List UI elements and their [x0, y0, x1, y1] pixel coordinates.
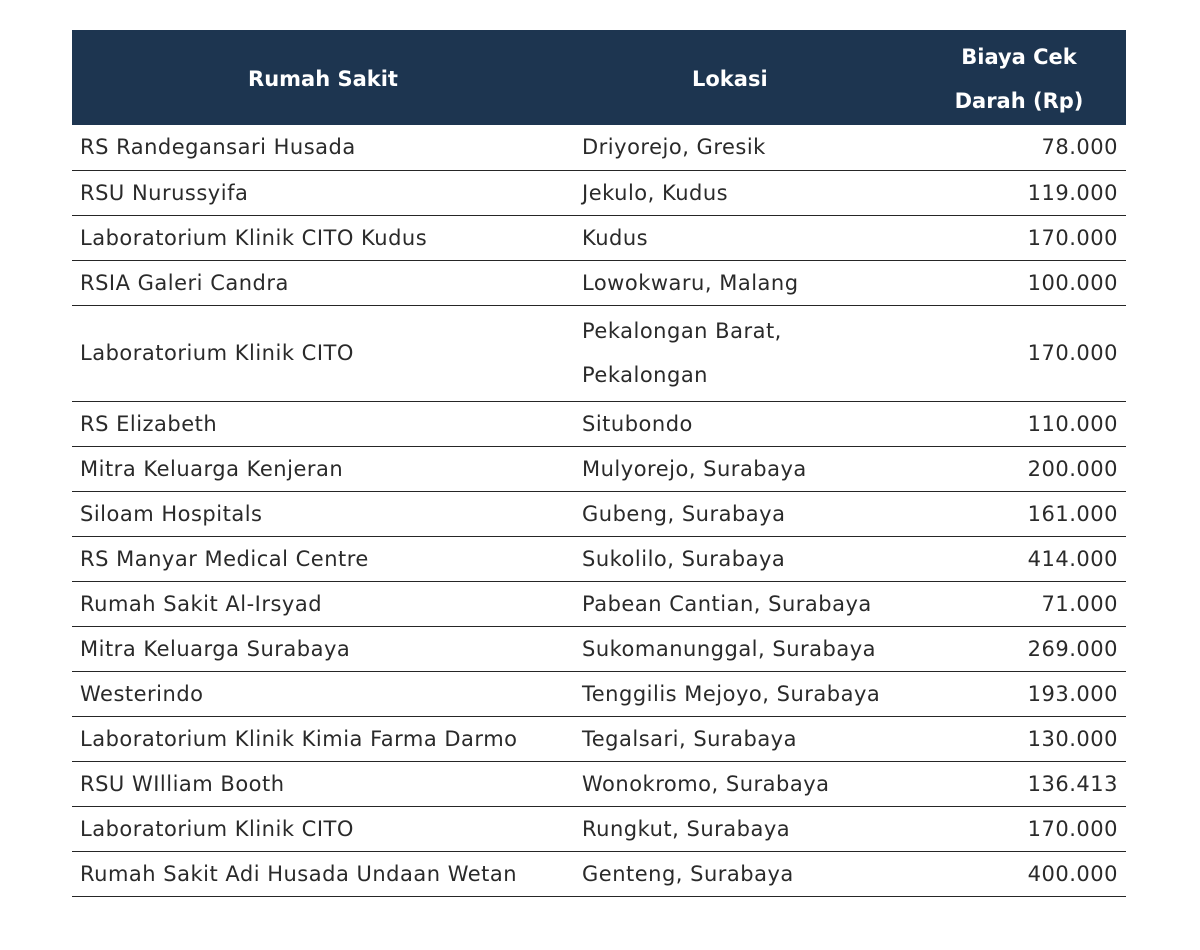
cell-cost: 110.000: [1027, 411, 1118, 436]
cell-cost: 78.000: [1041, 135, 1118, 160]
cell-location: Tenggilis Mejoyo, Surabaya: [582, 681, 881, 706]
table-body: [72, 125, 1126, 896]
table-row: [72, 305, 1126, 401]
table-row: [72, 536, 1126, 581]
cell-location: Gubeng, Surabaya: [582, 501, 786, 526]
cell-cost: 400.000: [1027, 861, 1118, 886]
table-row: [72, 170, 1126, 215]
cell-hospital: Mitra Keluarga Kenjeran: [80, 456, 344, 481]
cell-cost: 170.000: [1027, 341, 1118, 365]
cell-cost: 170.000: [1027, 225, 1118, 250]
table-row: [72, 260, 1126, 305]
table-row: [72, 716, 1126, 761]
cell-location: Genteng, Surabaya: [582, 861, 794, 886]
table-row: [72, 215, 1126, 260]
header-row: [72, 30, 1126, 125]
blood-test-cost-table-container: [72, 30, 1126, 897]
cell-cost: 71.000: [1041, 591, 1118, 616]
table-row: [72, 671, 1126, 716]
cell-hospital: Laboratorium Klinik CITO: [80, 816, 354, 841]
cell-cost: 100.000: [1027, 270, 1118, 295]
cell-hospital: Laboratorium Klinik CITO Kudus: [80, 225, 428, 250]
cell-cost: 130.000: [1027, 726, 1118, 751]
table-row: [72, 401, 1126, 446]
cell-location: Sukomanunggal, Surabaya: [582, 636, 877, 661]
header-location: Lokasi: [692, 67, 768, 91]
cell-location: Kudus: [582, 225, 649, 250]
blood-test-cost-table: [72, 30, 1126, 897]
cell-location: Situbondo: [582, 411, 693, 436]
cell-cost: 414.000: [1027, 546, 1118, 571]
cell-location: Lowokwaru, Malang: [582, 270, 799, 295]
cell-hospital: Laboratorium Klinik CITO: [80, 341, 354, 365]
table-row: [72, 581, 1126, 626]
table-header: [72, 30, 1126, 125]
cell-hospital: RS Manyar Medical Centre: [80, 546, 369, 571]
cell-hospital: Rumah Sakit Adi Husada Undaan Wetan: [80, 861, 518, 886]
cell-location: Pabean Cantian, Surabaya: [582, 591, 872, 616]
cell-location: Jekulo, Kudus: [582, 180, 729, 205]
cell-hospital: Mitra Keluarga Surabaya: [80, 636, 351, 661]
cell-hospital: Laboratorium Klinik Kimia Farma Darmo: [80, 726, 518, 751]
table-row: [72, 851, 1126, 896]
table-row: [72, 761, 1126, 806]
cell-location: Rungkut, Surabaya: [582, 816, 791, 841]
cell-location: Mulyorejo, Surabaya: [582, 456, 807, 481]
table-row: [72, 125, 1126, 170]
cell-cost: 269.000: [1027, 636, 1118, 661]
cell-cost: 136.413: [1027, 771, 1118, 796]
table-row: [72, 446, 1126, 491]
cell-location: Sukolilo, Surabaya: [582, 546, 786, 571]
table-row: [72, 806, 1126, 851]
table-row: [72, 491, 1126, 536]
table-row: [72, 626, 1126, 671]
cell-location: Pekalongan Barat, Pekalongan: [582, 319, 782, 387]
cell-cost: 200.000: [1027, 456, 1118, 481]
cell-cost: 119.000: [1027, 180, 1118, 205]
header-hospital: Rumah Sakit: [248, 67, 398, 91]
cell-location: Tegalsari, Surabaya: [582, 726, 797, 751]
cell-hospital: Siloam Hospitals: [80, 501, 263, 526]
cell-hospital: RS Randegansari Husada: [80, 135, 356, 160]
cell-hospital: RSIA Galeri Candra: [80, 270, 289, 295]
cell-hospital: RS Elizabeth: [80, 411, 218, 436]
cell-hospital: Rumah Sakit Al-Irsyad: [80, 591, 323, 616]
cell-location: Driyorejo, Gresik: [582, 135, 766, 160]
cell-cost: 170.000: [1027, 816, 1118, 841]
cell-hospital: Westerindo: [80, 681, 204, 706]
cell-cost: 193.000: [1027, 681, 1118, 706]
cell-hospital: RSU Nurussyifa: [80, 180, 249, 205]
cell-cost: 161.000: [1027, 501, 1118, 526]
cell-location: Wonokromo, Surabaya: [582, 771, 830, 796]
cell-hospital: RSU WIlliam Booth: [80, 771, 285, 796]
header-cost: Biaya Cek Darah (Rp): [954, 45, 1084, 113]
